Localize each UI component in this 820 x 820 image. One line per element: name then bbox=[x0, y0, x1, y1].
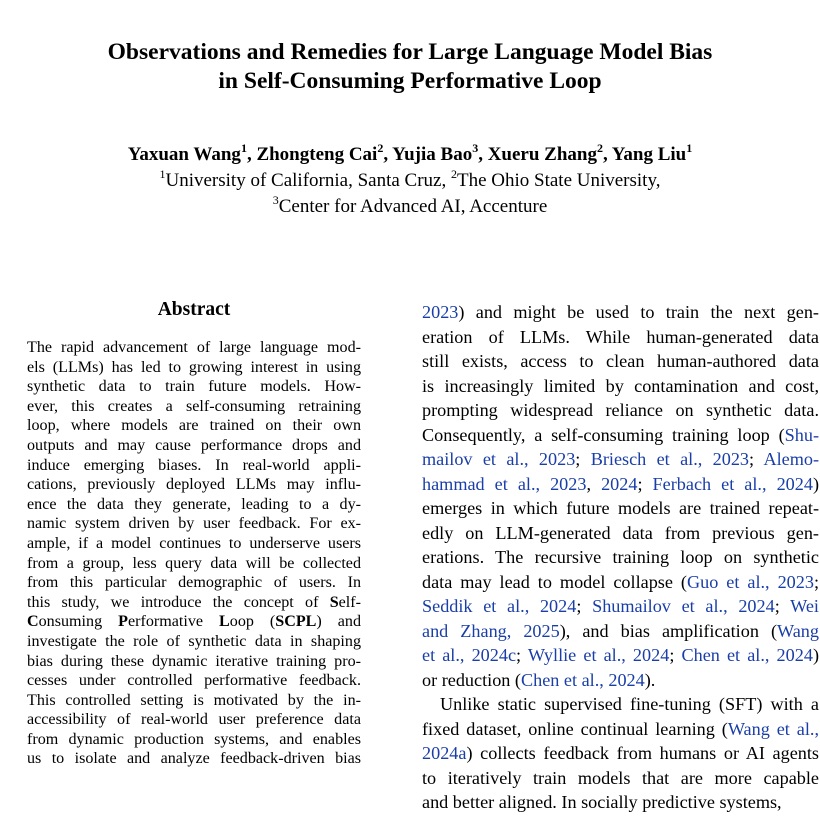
body-text: prompting widespread reliance on synthetic data. bbox=[422, 400, 819, 420]
body-text: ; bbox=[774, 596, 791, 616]
affiliation-line-2 bbox=[0, 194, 820, 220]
abstract-heading: Abstract bbox=[157, 299, 231, 320]
citation-link[interactable]: Seddik et al., 2024 bbox=[422, 596, 577, 616]
abstract-line: us to isolate and analyze feedback-driven bias bbox=[27, 750, 361, 768]
body-text: data may lead to model collapse ( bbox=[422, 571, 687, 592]
affiliation-marker: 1 bbox=[240, 140, 247, 155]
citation-link[interactable]: 2024 bbox=[601, 473, 638, 494]
abstract-line: accessibility of real-world user preference data bbox=[27, 711, 361, 729]
paper-title bbox=[0, 38, 820, 96]
abstract-line: This controlled setting is motivated by the in- bbox=[27, 691, 361, 709]
body-text: Unlike static supervised fine-tuning (SFT) with a bbox=[440, 694, 819, 714]
abstract-line: loop, where models are trained on their own bbox=[27, 417, 361, 435]
affiliation-number: 1 bbox=[159, 166, 166, 181]
body-line bbox=[422, 300, 819, 325]
body-text: edly on LLM-generated data from previous gen- bbox=[422, 522, 819, 543]
abstract-line: The rapid advancement of large language mod- bbox=[27, 339, 361, 356]
author-name: Zhongteng Cai bbox=[256, 144, 378, 165]
affiliation-marker: 1 bbox=[686, 140, 693, 155]
body-line bbox=[422, 570, 819, 595]
affiliation-marker: 2 bbox=[596, 140, 603, 155]
body-text: fixed dataset, online continual learning ( bbox=[422, 718, 728, 739]
citation-link[interactable]: Guo et al., 2023 bbox=[686, 571, 814, 592]
body-text: ; bbox=[516, 645, 528, 665]
body-text: or reduction ( bbox=[422, 669, 521, 690]
body-text: , bbox=[586, 473, 602, 494]
abstract-line: cesses under controlled performative feedback. bbox=[27, 672, 361, 690]
body-line bbox=[422, 349, 819, 374]
body-line bbox=[422, 668, 819, 693]
abstract-line: bias during these dynamic iterative training pro- bbox=[27, 652, 361, 670]
body-line bbox=[422, 790, 819, 815]
title-line-2: in Self-Consuming Performative Loop bbox=[218, 68, 602, 94]
affiliation-name: Center for Advanced AI, Accenture bbox=[278, 196, 548, 217]
citation-link[interactable]: Wyllie et al., 2024 bbox=[527, 645, 670, 665]
author-name: Yang Liu bbox=[611, 144, 687, 165]
citation-link[interactable]: Chen et al., 2024 bbox=[681, 645, 813, 665]
citation-link[interactable]: and Zhang, 2025 bbox=[422, 620, 560, 641]
abstract-line: outputs and may cause performance drops and bbox=[27, 436, 361, 454]
abstract-line: from this particular demographic of users. In bbox=[27, 574, 361, 592]
body-line bbox=[422, 619, 819, 644]
author-name: Yujia Bao bbox=[392, 144, 473, 165]
author-block bbox=[0, 142, 820, 220]
citation-link[interactable]: Wang et al., bbox=[727, 718, 819, 739]
affiliation-number: 2 bbox=[450, 166, 457, 181]
body-text: Consequently, a self-consuming training loop ( bbox=[422, 424, 785, 445]
abstract-line: from a group, less query data will be collected bbox=[27, 554, 361, 572]
body-text: ; bbox=[576, 596, 593, 616]
body-text: ; bbox=[749, 449, 764, 469]
body-line bbox=[422, 472, 819, 497]
citation-link[interactable]: mailov et al., 2023 bbox=[422, 449, 576, 469]
citation-link[interactable]: Shu- bbox=[784, 424, 819, 445]
body-text-column bbox=[422, 300, 819, 815]
body-text: erations. The recursive training loop on synthetic bbox=[422, 547, 819, 567]
author-name: Yaxuan Wang bbox=[127, 144, 241, 165]
body-text: to iteratively train models that are more capable bbox=[422, 767, 819, 788]
abstract-line: ever, this creates a self-consuming retraining bbox=[27, 397, 361, 415]
abstract-line: ence the data they generate, leading to a dy- bbox=[27, 495, 361, 513]
abstract-line: from dynamic production systems, and enables bbox=[27, 730, 361, 748]
abstract-line: ample, if a model continues to underserve users bbox=[27, 534, 361, 552]
body-text: ). bbox=[644, 669, 656, 690]
author-list: Yaxuan Wang$^1$, Zhongteng Cai$^2$, Yujia Bao$^3$, Xueru Zhang$^2$, Yang Liu$^1$ bbox=[127, 140, 693, 165]
abstract-text bbox=[27, 338, 361, 769]
body-line bbox=[422, 325, 819, 350]
body-line bbox=[422, 692, 819, 717]
citation-link[interactable]: Briesch et al., 2023 bbox=[590, 449, 750, 469]
body-line bbox=[422, 643, 819, 668]
citation-link[interactable]: Ferbach et al., 2024 bbox=[652, 473, 813, 494]
citation-link[interactable]: 2024a bbox=[422, 743, 467, 763]
affiliation-name: The Ohio State University, bbox=[456, 170, 661, 191]
abstract-line: els (LLMs) has led to growing interest in using bbox=[27, 358, 361, 376]
citation-link[interactable]: Chen et al., 2024 bbox=[520, 669, 645, 690]
body-text: is increasingly limited by contamination and cost, bbox=[422, 375, 819, 396]
body-line bbox=[422, 717, 819, 742]
body-text: ) bbox=[812, 645, 819, 665]
abstract-line: cations, previously deployed LLMs may influ- bbox=[27, 476, 361, 494]
body-line bbox=[422, 741, 819, 766]
body-text: ) collects feedback from humans or AI agents bbox=[466, 743, 819, 763]
affiliation-line-1 bbox=[0, 168, 820, 194]
body-text: ; bbox=[813, 571, 820, 592]
body-line bbox=[422, 594, 819, 619]
body-text: ; bbox=[575, 449, 591, 469]
title-line-1: Observations and Remedies for Large Language Model Bias bbox=[107, 39, 713, 65]
body-text: and better aligned. In socially predictive systems, bbox=[422, 792, 782, 812]
abstract-line: Consuming Performative Loop (SCPL) and bbox=[27, 613, 361, 631]
body-text: eration of LLMs. While human-generated data bbox=[422, 326, 819, 347]
affiliation-marker: 2 bbox=[377, 140, 384, 155]
citation-link[interactable]: Alemo- bbox=[763, 449, 819, 469]
abstract-line: synthetic data to train future models. How- bbox=[27, 378, 361, 396]
body-line bbox=[422, 374, 819, 399]
citation-link[interactable]: Wang bbox=[777, 620, 819, 641]
abstract-line: induce emerging biases. In real-world appli- bbox=[27, 456, 361, 474]
citation-link[interactable]: Shumailov et al., 2024 bbox=[592, 596, 775, 616]
body-text: ), and bias amplification ( bbox=[559, 620, 778, 641]
citation-link[interactable]: hammad et al., 2023 bbox=[422, 473, 587, 494]
body-text: ; bbox=[669, 645, 682, 665]
body-line bbox=[422, 423, 819, 448]
citation-link[interactable]: 2023 bbox=[422, 302, 459, 322]
author-name: Xueru Zhang bbox=[487, 144, 597, 165]
affiliation-name: University of California, Santa Cruz, bbox=[165, 170, 451, 191]
body-text: ) bbox=[812, 473, 820, 494]
abstract-line: investigate the role of synthetic data in shaping bbox=[27, 632, 361, 650]
body-line bbox=[422, 766, 819, 791]
body-text: emerges in which future models are trained repeat- bbox=[422, 498, 819, 518]
affiliation-marker: 3 bbox=[472, 140, 479, 155]
body-line bbox=[422, 447, 819, 472]
body-line bbox=[422, 521, 819, 546]
body-text: ; bbox=[637, 473, 653, 494]
body-line bbox=[422, 496, 819, 521]
body-line bbox=[422, 545, 819, 570]
body-text: ) and might be used to train the next gen- bbox=[458, 302, 819, 322]
abstract-line: namic system driven by user feedback. For ex- bbox=[27, 515, 361, 533]
citation-link[interactable]: et al., 2024c bbox=[422, 645, 517, 665]
affiliation-number: 3 bbox=[272, 192, 279, 207]
body-line bbox=[422, 398, 819, 423]
citation-link[interactable]: Wei bbox=[790, 596, 819, 616]
abstract-line: this study, we introduce the concept of Self- bbox=[27, 593, 361, 611]
body-text: still exists, access to clean human-authored data bbox=[422, 351, 819, 371]
